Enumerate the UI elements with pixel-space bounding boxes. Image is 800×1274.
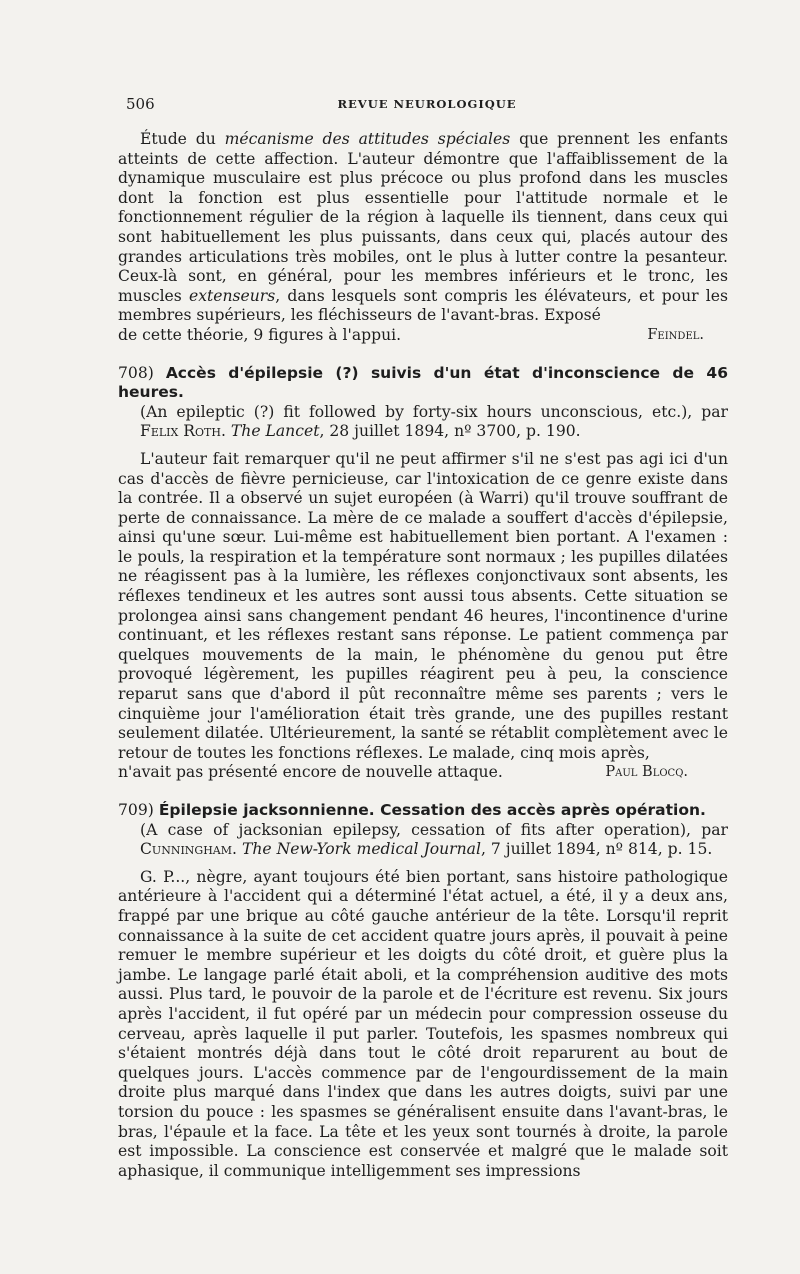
intro-lead: Étude du — [140, 130, 225, 148]
entry-body: L'auteur fait remarquer qu'il ne peut affirmer s'il ne s'est pas agi ici d'un cas d'accès de fièvre pernicieuse, car l'intoxication de ce genre existe dans la contrée. Il a observé un sujet européen (à Warri) qu'il trouve souffrant de perte de connaissance. La mère de ce malade a souffert d'accès d'épilepsie, ainsi qu'une sœur. Lui-même est habituellement bien portant. A l'examen : le pouls, la respiration et la température sont normaux ; les pupilles dilatées ne réagissent pas à la lumière, les réflexes conjonctivaux sont absents, les réflexes tendineux et les autres sont aussi tous absents. Cette situation se prolongea ainsi sans changement pendant 46 heures, l'incontinence d'urine continuant, et les réflexes restant sans réponse. Le patient commença par quelques mouvements de la main, le phénomène du genou put être provoqué légèrement, les pupilles réagirent peu à peu, la conscience reparut sans que d'abord il pût reconnaître même ses parents ; vers le cinquième jour l'amélioration était très grande, une des pupilles restant seulement dilatée. Ultérieurement, la santé se rétablit complètement avec le retour de toutes les fonctions réflexes. Le malade, cinq mois après, — [118, 449, 728, 762]
entry-last-line — [118, 763, 728, 783]
intro-signature: Feindel. — [647, 326, 704, 343]
intro-closing-text: de cette théorie, 9 figures à l'appui. — [118, 325, 402, 344]
citation-details: , 28 juillet 1894, nº 3700, p. 190. — [319, 422, 581, 441]
citation-details: , 7 juillet 1894, nº 814, p. 15. — [480, 840, 713, 859]
entry-closing-text: n'avait pas présenté encore de nouvelle attaque. — [118, 763, 503, 782]
entry-body: G. P..., nègre, ayant toujours été bien portant, sans histoire pathologique antérieure à l'accident qui a déterminé l'état actuel, a été, il y a deux ans, frappé par une brique au côté gauche antérieur de la tête. Lorsqu'il reprit connaissance à la suite de cet accident quatre jours après, il pouvait à peine remuer le membre supérieur et les doigts du côté droit, et guère plus la jambe. Le langage parlé était aboli, et la compréhension auditive des mots aussi. Plus tard, le pouvoir de la parole et de l'écriture est revenu. Six jours après l'accident, il fut opéré par un médecin pour compression osseuse du cerveau, après laquelle il put parler. Toutefois, les spasmes nombreux qui s'étaient montrés déjà dans tout le côté droit reparurent au bout de quelques jours. L'accès commence par de l'engourdissement de la main droite plus marqué dans l'index que dans les autres doigts, suivi par une torsion du pouce : les spasmes se généralisent ensuite dans l'avant-bras, le bras, l'épaule et la face. La tête et les yeux sont tournés à droite, la parole est impossible. La conscience est conservée et malgré que le malade soit aphasique, il communique intelligemment ses impressions — [118, 867, 728, 1180]
citation-separator: . — [220, 422, 231, 441]
citation-author: Felix Roth — [140, 422, 221, 441]
intro-text: que prennent les enfants atteints de cette affection. L'auteur démontre que l'affaiblissement de la dynamique musculaire est plus précoce ou plus profond dans les muscles dont la fonction est plus essentielle pour l'attitude normale et le fonctionnement régulier de la région à laquelle ils tiennent, dans ceux qui sont habituellement les plus puissants, dans ceux qui, placés autour des grandes articulations très mobiles, ont le plus à lutter contre la pesanteur. Ceux-là sont, en général, pour les membres inférieurs et le tronc, les muscles — [118, 130, 729, 305]
entry-number: 709) — [118, 801, 154, 819]
intro-italic-term-2: extenseurs — [188, 286, 276, 305]
citation-text: (A case of jacksonian epilepsy, cessation of fits after operation), par — [140, 820, 728, 839]
intro-italic-term: mécanisme des attitudes spéciales — [224, 130, 511, 148]
page-body — [118, 130, 728, 1181]
entry-number: 708) — [118, 363, 154, 382]
entry-signature: Paul Blocq. — [605, 764, 688, 781]
citation-text: (An epileptic (?) fit followed by forty-six hours unconscious, etc.), par — [140, 402, 728, 421]
citation-separator: . — [232, 840, 242, 859]
citation-journal: The New-York medical Journal — [241, 840, 481, 859]
intro-last-line — [118, 326, 728, 346]
intro-text-2: , dans lesquels sont compris les élévateurs, et pour les membres supérieurs, les fléchisseurs de l'avant-bras. Exposé — [118, 286, 728, 325]
entry-title: Épilepsie jacksonnienne. Cessation des accès après opération. — [158, 801, 706, 819]
running-title: REVUE NEUROLOGIQUE — [337, 97, 517, 111]
entry-heading — [118, 801, 728, 821]
entry-citation — [118, 821, 728, 860]
citation-author: Cunningham — [140, 840, 233, 859]
page-number: 506 — [126, 95, 155, 113]
entry-708 — [118, 364, 728, 783]
citation-journal: The Lancet — [230, 422, 320, 441]
page-header — [126, 95, 728, 115]
entry-heading — [118, 364, 728, 403]
entry-709 — [118, 801, 728, 1181]
entry-citation — [118, 403, 728, 442]
entry-title: Accès d'épilepsie (?) suivis d'un état d'inconscience de 46 heures. — [118, 363, 728, 402]
intro-paragraph — [118, 130, 728, 326]
